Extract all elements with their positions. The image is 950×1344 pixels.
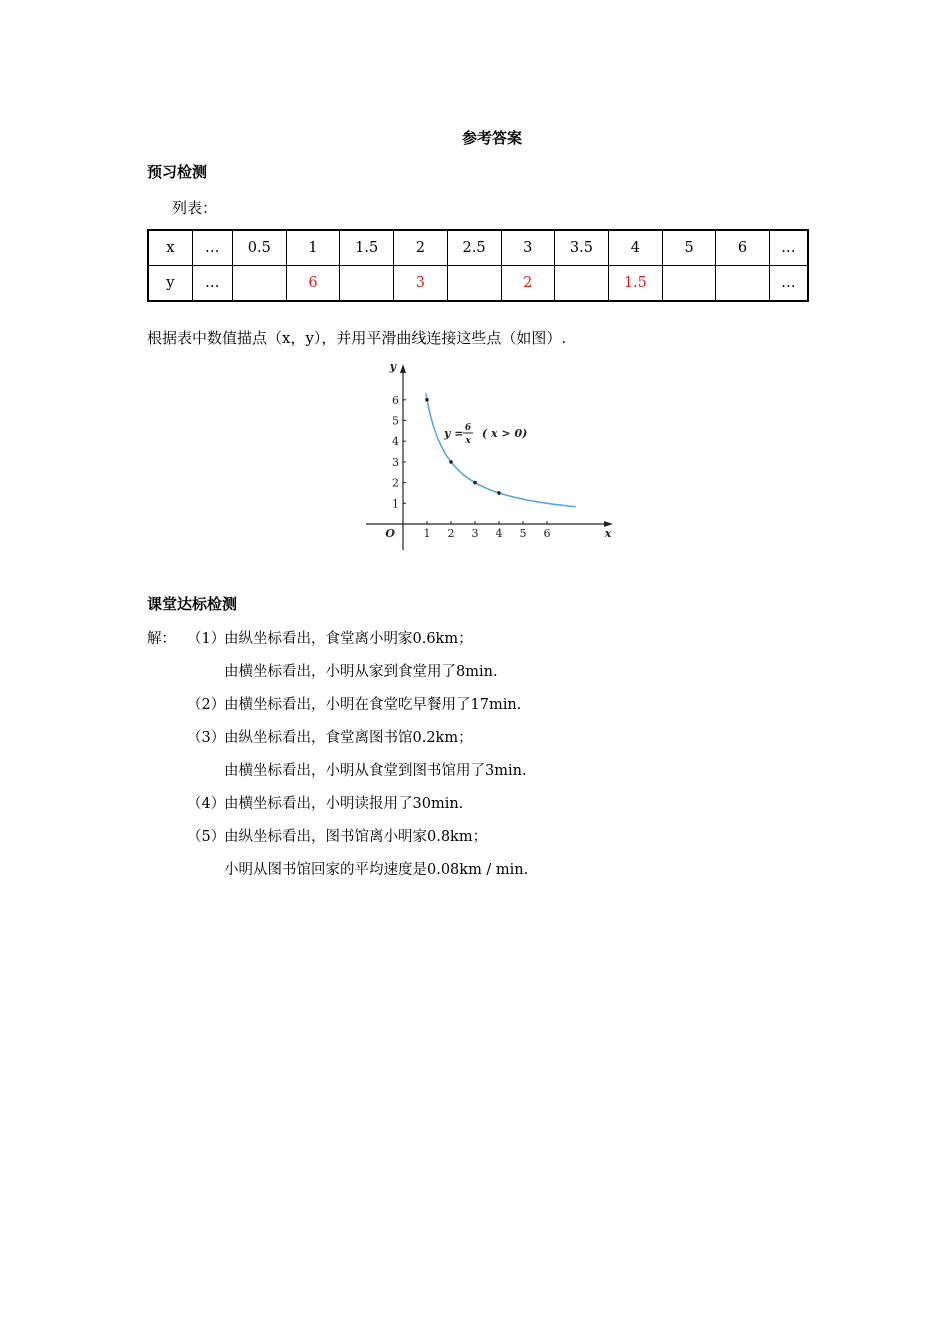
- y-tick-label: 1: [392, 497, 399, 511]
- y-tick-label: 4: [392, 435, 399, 449]
- answer-line: 由横坐标看出，小明读报用了30min.: [224, 796, 464, 812]
- table-cell: [662, 266, 715, 302]
- value-table: [147, 229, 809, 302]
- y-tick-label: 2: [392, 476, 399, 490]
- answer-prefix: 解：: [147, 631, 176, 647]
- answer-line: 小明从图书馆回家的平均速度是0.08km / min.: [224, 862, 529, 878]
- formula-numerator: 6: [464, 423, 472, 433]
- table-label: 列表：: [172, 199, 218, 217]
- data-point: [449, 460, 453, 464]
- table-cell: …: [192, 230, 232, 266]
- answer-line: 由横坐标看出，小明在食堂吃早餐用了17min.: [224, 697, 522, 713]
- table-cell: 0.5: [232, 230, 286, 266]
- table-cell: 4: [608, 230, 662, 266]
- table-cell: …: [192, 266, 232, 302]
- y-tick-label: 5: [392, 414, 399, 428]
- table-cell: 3.5: [554, 230, 608, 266]
- table-cell: 2: [501, 266, 554, 302]
- table-cell: [232, 266, 286, 302]
- table-cell: 2: [394, 230, 447, 266]
- data-point: [473, 481, 477, 485]
- table-cell: 1.5: [340, 230, 394, 266]
- answer-line: 由纵坐标看出，食堂离小明家0.6km；: [224, 631, 473, 647]
- table-cell: 1.5: [608, 266, 662, 302]
- table-cell: [554, 266, 608, 302]
- section-heading-preview: 预习检测: [147, 163, 208, 181]
- table-row-y: [148, 266, 808, 302]
- formula-lhs: y =: [444, 427, 464, 440]
- x-tick-label: 6: [543, 527, 551, 540]
- x-tick-label: 5: [519, 527, 527, 540]
- table-cell: 6: [716, 230, 769, 266]
- answer-line: 由纵坐标看出，食堂离图书馆0.2km；: [224, 730, 473, 746]
- axes: [366, 364, 613, 550]
- table-cell: 3: [394, 266, 447, 302]
- formula-condition: ( x > 0): [482, 427, 528, 440]
- answer-num: （1）: [187, 631, 226, 647]
- x-axis-label: x: [604, 527, 612, 540]
- curve-line: [426, 393, 576, 507]
- x-tick-label: 2: [447, 527, 455, 540]
- table-cell: [447, 266, 501, 302]
- y-axis-arrow: [400, 364, 406, 373]
- inverse-function-graph: [362, 355, 622, 555]
- table-cell: 2.5: [447, 230, 501, 266]
- table-cell: 6: [286, 266, 339, 302]
- answer-num: （2）: [187, 697, 226, 713]
- table-cell: [716, 266, 769, 302]
- graph-description: 根据表中数值描点（x，y），并用平滑曲线连接这些点（如图）.: [147, 329, 567, 347]
- table-cell: 5: [662, 230, 715, 266]
- answer-line: 由横坐标看出，小明从家到食堂用了8min.: [224, 664, 498, 680]
- answer-line: 由纵坐标看出，图书馆离小明家0.8km；: [224, 829, 488, 845]
- answer-line: 由横坐标看出，小明从食堂到图书馆用了3min.: [224, 763, 527, 779]
- answer-num: （3）: [187, 730, 226, 746]
- page-title: 参考答案: [461, 129, 522, 147]
- table-cell: [340, 266, 394, 302]
- y-tick-label: 6: [392, 393, 399, 407]
- table-cell: 3: [501, 230, 554, 266]
- data-point: [425, 398, 429, 402]
- data-points: [425, 398, 501, 495]
- y-tick-label: 3: [392, 455, 399, 469]
- section-heading-test: 课堂达标检测: [147, 595, 238, 613]
- table-cell: 1: [286, 230, 339, 266]
- x-tick-label: 1: [423, 527, 431, 540]
- origin-label: O: [385, 527, 395, 540]
- table-cell: x: [148, 230, 192, 266]
- table-cell: …: [769, 266, 808, 302]
- formula-label: [443, 423, 527, 446]
- x-tick-label: 4: [495, 527, 503, 540]
- answer-num: （5）: [187, 829, 226, 845]
- table-cell: …: [769, 230, 808, 266]
- data-point: [497, 491, 501, 495]
- table-row-x: [148, 230, 808, 266]
- table-cell: y: [148, 266, 192, 302]
- tick-labels: [385, 360, 611, 540]
- formula-denominator: x: [465, 436, 471, 446]
- x-tick-label: 3: [471, 527, 479, 540]
- y-axis-label: y: [389, 360, 396, 373]
- answer-num: （4）: [187, 796, 226, 812]
- curve-layer: [426, 393, 576, 507]
